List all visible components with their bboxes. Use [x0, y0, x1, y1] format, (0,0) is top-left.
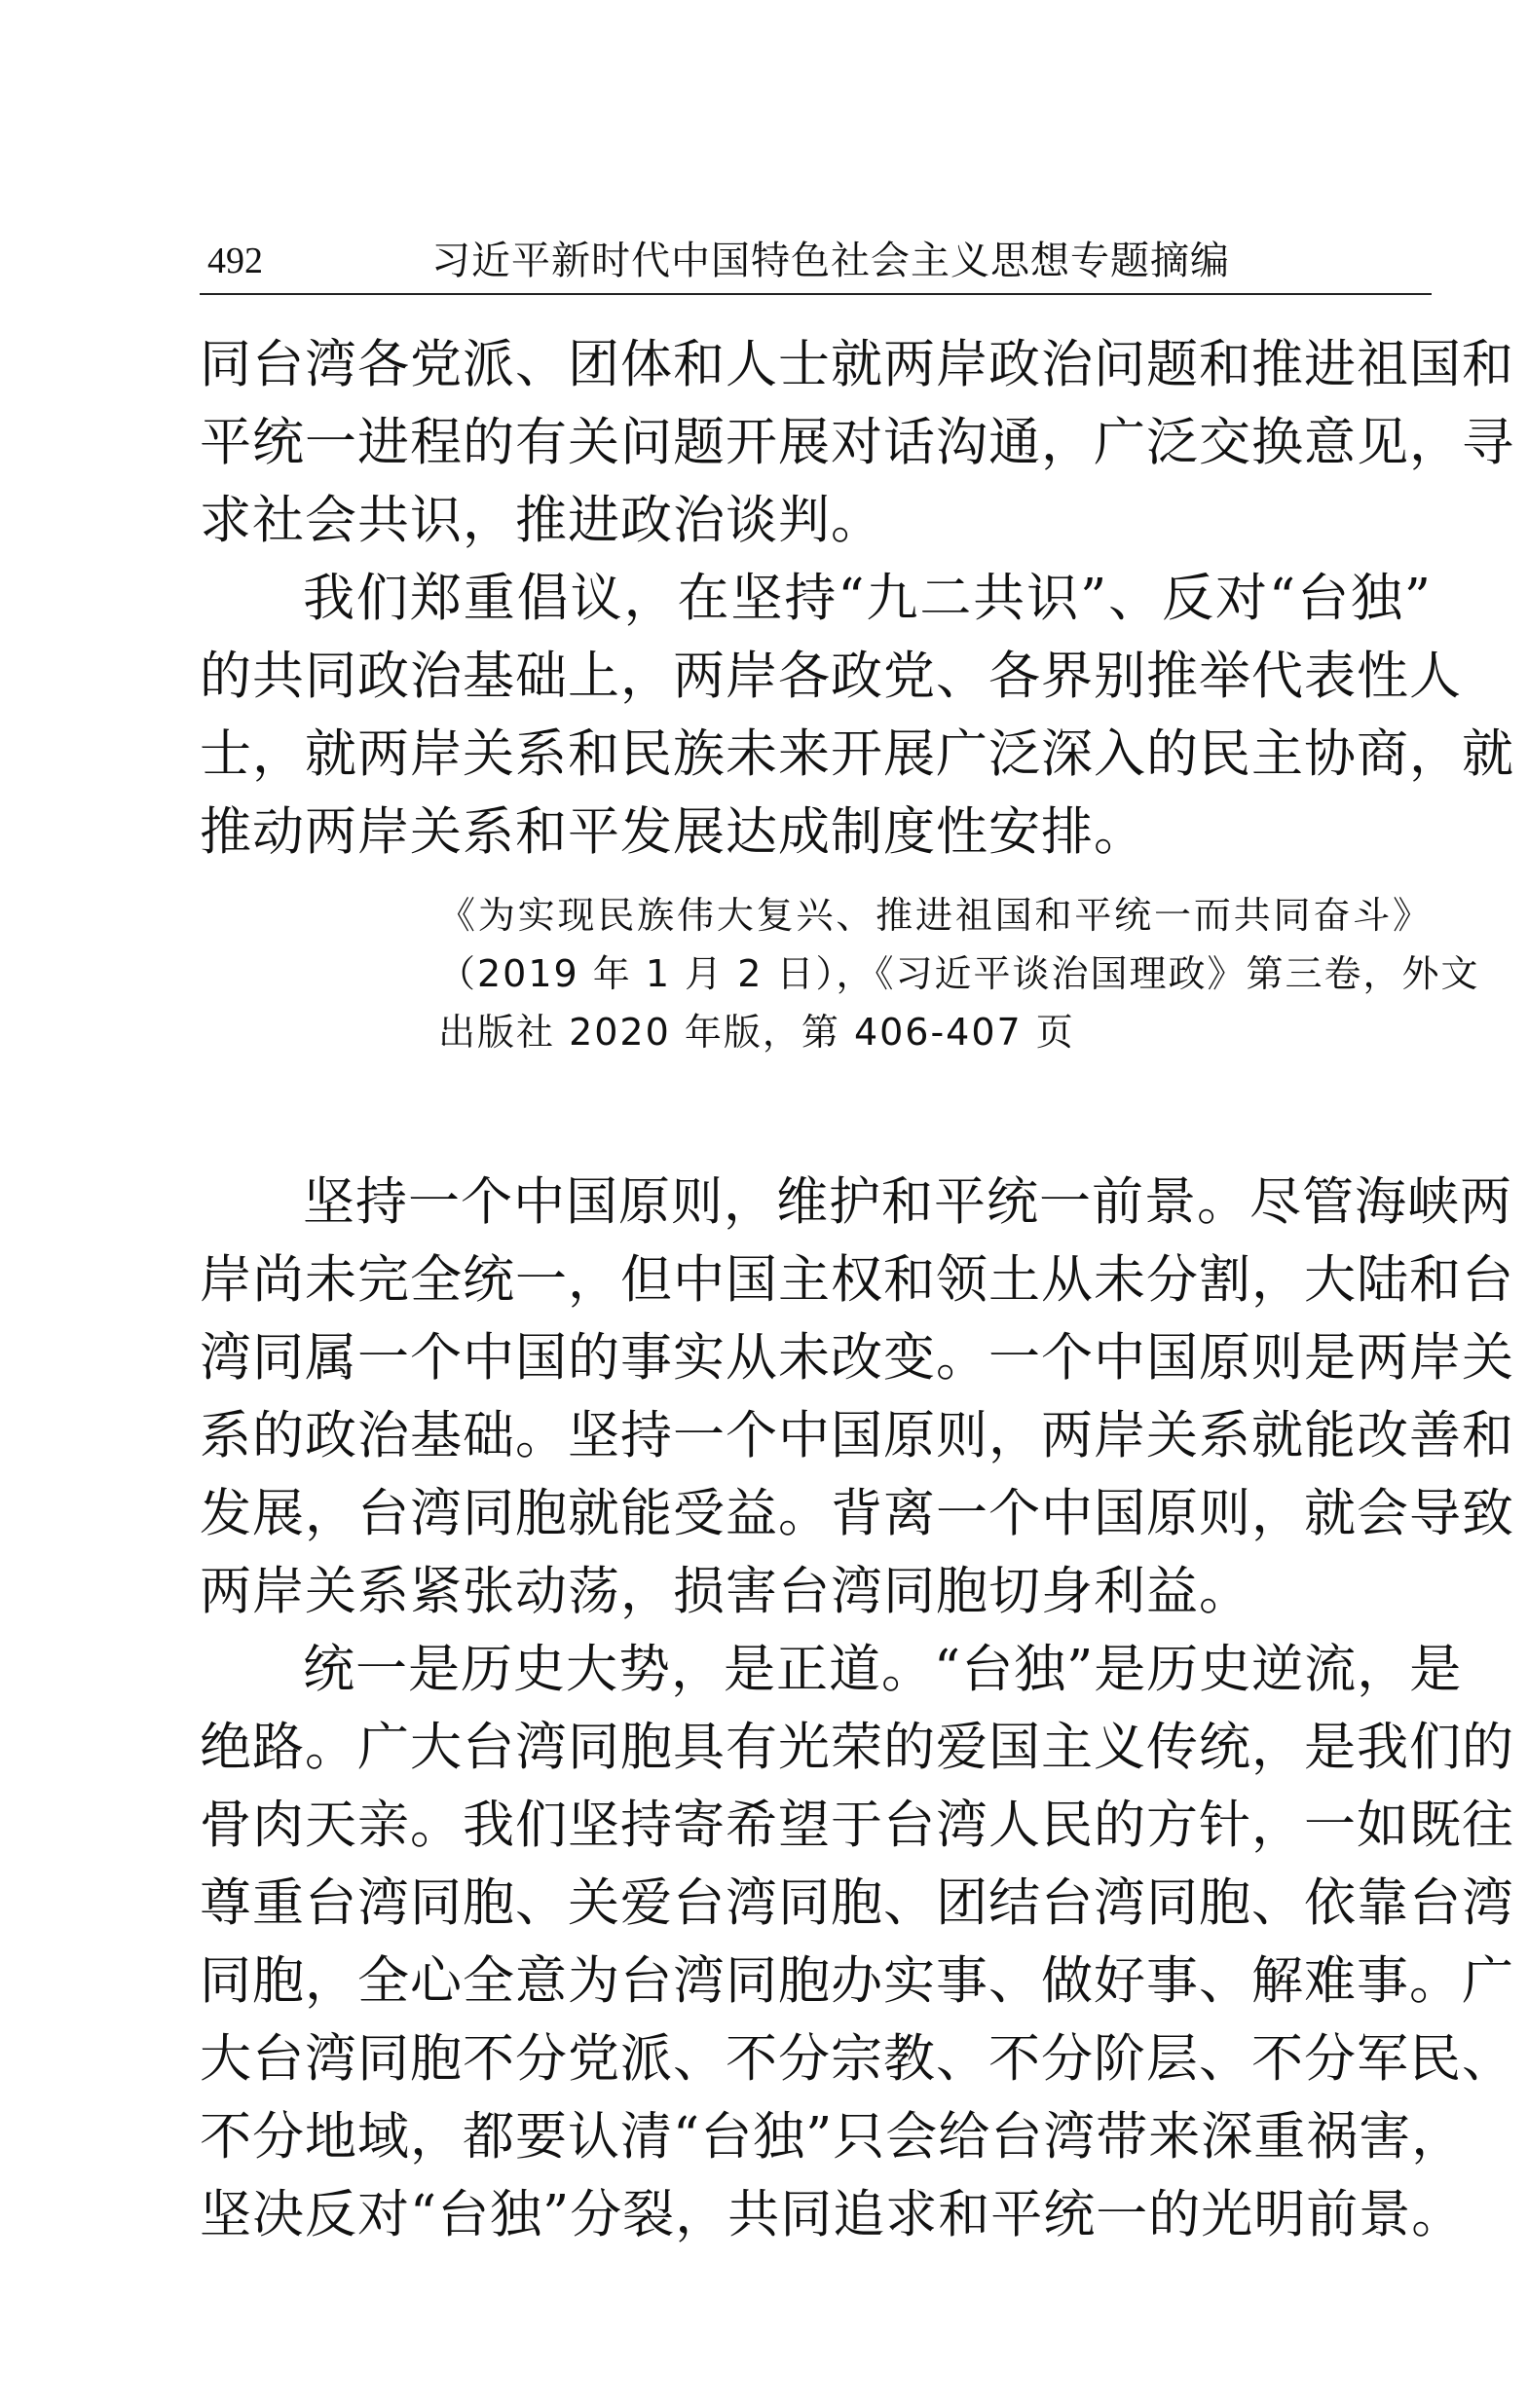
paragraph-one-china: [200, 1164, 1514, 1631]
text-line: 我们郑重倡议，在坚持“九二共识”、反对“台独”: [303, 569, 1432, 628]
text-line: 大台湾同胞不分党派、不分宗教、不分阶层、不分军民、: [200, 2029, 1514, 2089]
text-line: 尊重台湾同胞、关爱台湾同胞、团结台湾同胞、依靠台湾: [200, 1873, 1514, 1933]
header-rule: [200, 293, 1432, 295]
citation-line: （2019 年 1 月 2 日），《习近平谈治国理政》第三卷，外文: [438, 952, 1480, 995]
paragraph-unification: [200, 1631, 1514, 2254]
text-line: 统一是历史大势，是正道。“台独”是历史逆流，是: [303, 1640, 1463, 1699]
text-line: 平统一进程的有关问题开展对话沟通，广泛交换意见，寻: [200, 413, 1514, 472]
text-line: 绝路。广大台湾同胞具有光荣的爱国主义传统，是我们的: [200, 1718, 1514, 1777]
text-line: 湾同属一个中国的事实从未改变。一个中国原则是两岸关: [200, 1328, 1514, 1388]
text-line: 坚持一个中国原则，维护和平统一前景。尽管海峡两: [303, 1172, 1512, 1232]
text-line: 坚决反对“台独”分裂，共同追求和平统一的光明前景。: [200, 2185, 1465, 2244]
paragraph-continuation: [200, 326, 1514, 560]
page-number: 492: [207, 241, 263, 281]
running-title: 习近平新时代中国特色社会主义思想专题摘编: [431, 239, 1230, 283]
text-line: 岸尚未完全统一，但中国主权和领土从未分割，大陆和台: [200, 1250, 1514, 1310]
text-line: 的共同政治基础上，两岸各政党、各界别推举代表性人: [200, 647, 1462, 706]
page-header: [200, 232, 1432, 290]
paragraph-proposal: [200, 560, 1514, 871]
text-line: 求社会共识，推进政治谈判。: [200, 491, 883, 550]
text-line: 两岸关系紧张动荡，损害台湾同胞切身利益。: [200, 1562, 1251, 1621]
text-line: 推动两岸关系和平发展达成制度性安排。: [200, 802, 1146, 862]
text-line: 系的政治基础。坚持一个中国原则，两岸关系就能改善和: [200, 1406, 1514, 1465]
text-line: 士，就两岸关系和民族未来开展广泛深入的民主协商，就: [200, 724, 1514, 784]
text-line: 发展，台湾同胞就能受益。背离一个中国原则，就会导致: [200, 1484, 1514, 1543]
text-line: 同台湾各党派、团体和人士就两岸政治问题和推进祖国和: [200, 335, 1514, 394]
source-citation: [438, 886, 1480, 1061]
text-line: 同胞，全心全意为台湾同胞办实事、做好事、解难事。广: [200, 1951, 1514, 2011]
citation-line: 出版社 2020 年版，第 406-407 页: [438, 1011, 1075, 1054]
citation-line: 《为实现民族伟大复兴、推进祖国和平统一而共同奋斗》: [438, 894, 1432, 937]
text-line: 不分地域，都要认清“台独”只会给台湾带来深重祸害，: [200, 2107, 1465, 2167]
text-line: 骨肉天亲。我们坚持寄希望于台湾人民的方针，一如既往: [200, 1796, 1514, 1855]
